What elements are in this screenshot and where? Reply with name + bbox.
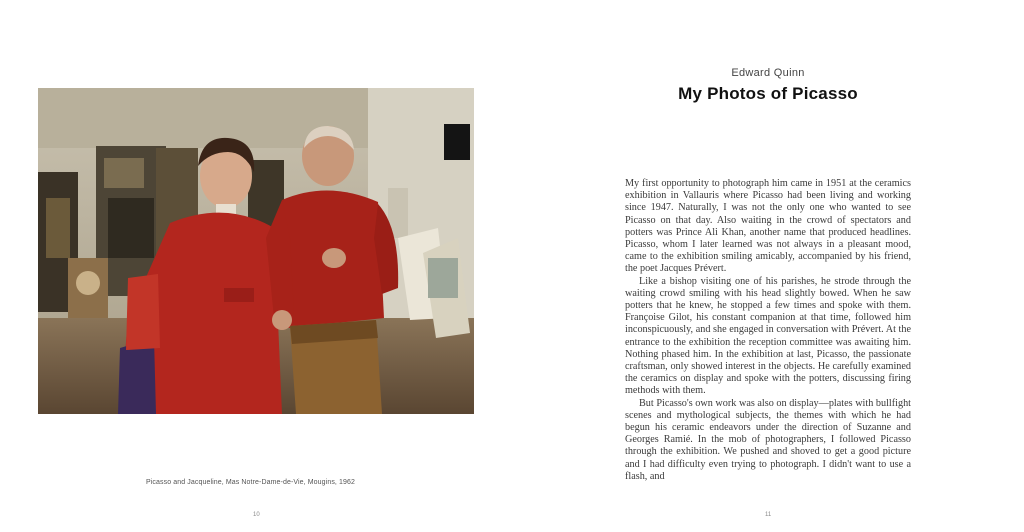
photo-caption: Picasso and Jacqueline, Mas Notre-Dame-de-Vie, Mougins, 1962 xyxy=(146,479,355,486)
paragraph: Like a bishop visiting one of his parishes, he strode through the waiting crowd smiling with his head slightly bowed. When he saw potters that he knew, he stopped a few times and spoke with them. Françoise Gilot, his constant companion at that time, followed him inconspicuously, and she engaged in conversation with Prévert. At the entrance to the exhibition the reception committee was awaiting him. Nothing phased him. In the exhibition at last, Picasso, the passionate craftsman, only showed interest in the objects. He carefully examined the ceramics on display and spoke with the potters, discussing firing methods with them. xyxy=(625,275,911,397)
photo-picasso-jacqueline xyxy=(38,88,474,414)
page-number-right: 11 xyxy=(765,512,772,518)
author-name: Edward Quinn xyxy=(731,67,805,79)
right-page xyxy=(512,0,1024,532)
page-number-left: 10 xyxy=(253,512,260,518)
body-text xyxy=(625,178,911,483)
photo-illustration xyxy=(38,88,474,414)
chapter-title: My Photos of Picasso xyxy=(678,84,858,103)
paragraph: My first opportunity to photograph him came in 1951 at the ceramics exhibition in Vallauris where Picasso had been living and working since 1947. Naturally, I was not the only one who wanted to see Picasso on that day. Also waiting in the crowd of spectators and potters was Prince Ali Khan, another name that produced headlines. Picasso, whom I later learned was not always in a pleasant mood, came to the exhibition smiling amicably, accompanied by his friend, the poet Jacques Prévert. xyxy=(625,178,911,275)
paragraph: But Picasso's own work was also on display—plates with bullfight scenes and mythological subjects, the themes with which he had begun his ceramic endeavors under the direction of Suzanne and Georges Ramié. In the mob of photographers, I followed Picasso through the exhibition. We pushed and shoved to get a good picture and I had difficulty even trying to photograph. I didn't want to use a flash, and xyxy=(625,397,911,482)
